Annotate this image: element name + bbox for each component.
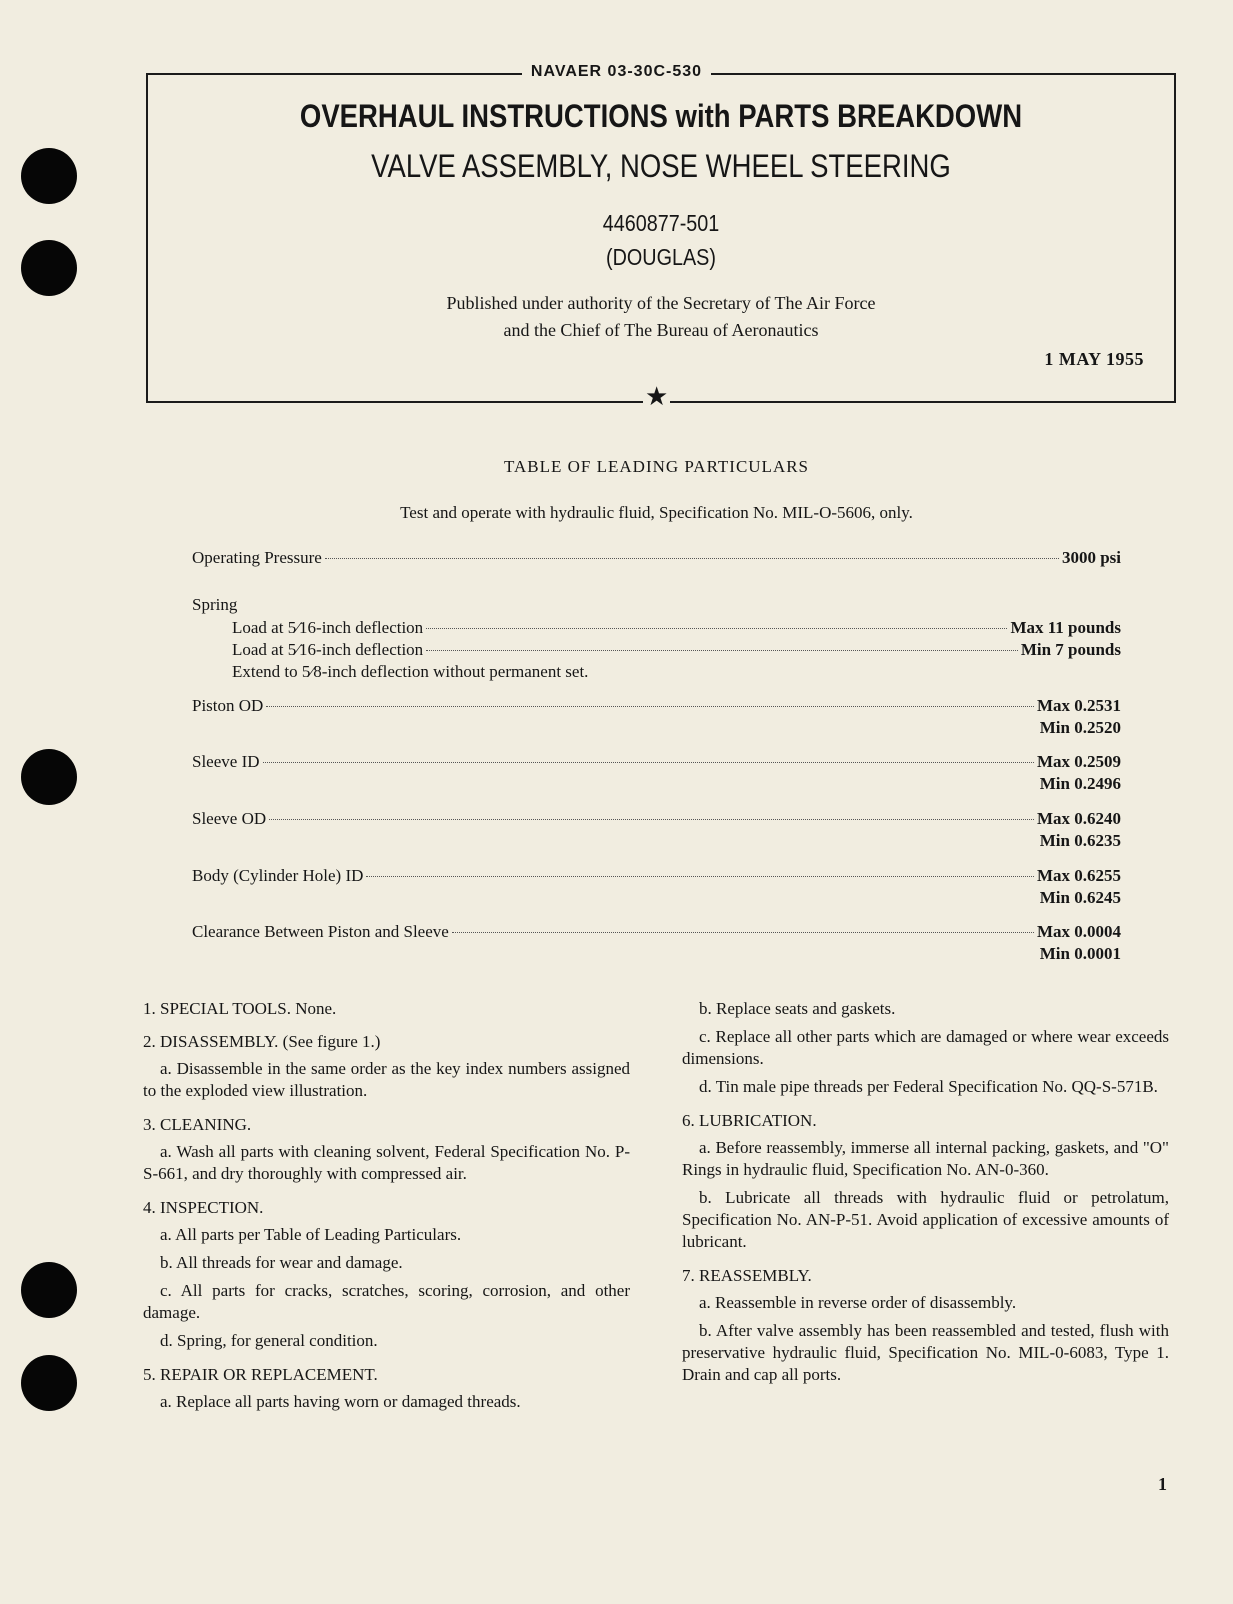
row-label: Load at 5⁄16-inch deflection	[232, 640, 424, 659]
leader-dots	[266, 706, 1034, 707]
part-number: 4460877-501	[602, 210, 720, 236]
leader-dots	[325, 558, 1059, 559]
manufacturer: (DOUGLAS)	[606, 244, 716, 270]
body-id-min: Min 0.6245	[1039, 888, 1121, 907]
row-label: Load at 5⁄16-inch deflection	[232, 618, 424, 637]
binder-hole	[21, 240, 77, 296]
section-heading: 7. REASSEMBLY.	[682, 1266, 812, 1285]
piston-od-row	[192, 696, 1121, 716]
section-heading: 5. REPAIR OR REPLACEMENT.	[143, 1365, 378, 1384]
right-column	[682, 998, 1169, 1392]
authority-line-2: and the Chief of The Bureau of Aeronautics	[503, 320, 819, 340]
row-max-value: Max 0.2509	[1036, 752, 1121, 771]
row-value: Min 7 pounds	[1020, 640, 1121, 659]
publication-date: 1 MAY 1955	[1044, 349, 1144, 369]
section-paragraph: b. Replace seats and gaskets.	[699, 999, 896, 1018]
section-paragraph: d. Tin male pipe threads per Federal Specification No. QQ-S-571B.	[699, 1077, 1158, 1096]
doc-number: NAVAER 03-30C-530	[0, 63, 1233, 81]
section-paragraph: a. Disassemble in the same order as the key index numbers assigned to the exploded view illustration.	[143, 1059, 630, 1100]
row-label: Sleeve ID	[192, 752, 260, 771]
row-value: 3000 psi	[1061, 548, 1121, 567]
leader-dots	[263, 762, 1034, 763]
document-title: OVERHAUL INSTRUCTIONS with PARTS BREAKDOWN	[299, 98, 1023, 134]
section-paragraph: d. Spring, for general condition.	[160, 1331, 378, 1350]
section-paragraph: c. Replace all other parts which are damaged or where wear exceeds dimensions.	[682, 1027, 1169, 1068]
table-title: TABLE OF LEADING PARTICULARS	[503, 457, 810, 476]
sleeve-id-row	[192, 752, 1121, 772]
document-subtitle: VALVE ASSEMBLY, NOSE WHEEL STEERING	[371, 148, 951, 184]
section-paragraph: a. Reassemble in reverse order of disassembly.	[699, 1293, 1017, 1312]
clearance-row	[192, 922, 1121, 942]
page-number: 1	[1158, 1474, 1167, 1494]
piston-od-min: Min 0.2520	[1039, 718, 1121, 737]
spring-label: Spring	[192, 595, 238, 614]
spring-extend-note: Extend to 5⁄8-inch deflection without permanent set.	[232, 662, 589, 681]
section-heading: 2. DISASSEMBLY. (See figure 1.)	[143, 1032, 381, 1051]
binder-hole	[21, 1355, 77, 1411]
section-paragraph: c. All parts for cracks, scratches, scoring, corrosion, and other damage.	[143, 1281, 630, 1322]
leader-dots	[426, 650, 1018, 651]
authority-line-1: Published under authority of the Secretary of The Air Force	[446, 293, 876, 313]
sleeve-od-row	[192, 809, 1121, 829]
clearance-min: Min 0.0001	[1039, 944, 1121, 963]
body-id-row	[192, 866, 1121, 886]
section-heading: 6. LUBRICATION.	[682, 1111, 817, 1130]
sleeve-od-min: Min 0.6235	[1039, 831, 1121, 850]
spring-load-max-row	[232, 618, 1121, 638]
leader-dots	[452, 932, 1034, 933]
leader-dots	[269, 819, 1034, 820]
row-label: Operating Pressure	[192, 548, 322, 567]
section-heading: 1. SPECIAL TOOLS. None.	[143, 999, 337, 1018]
sleeve-id-min: Min 0.2496	[1039, 774, 1121, 793]
section-paragraph: b. All threads for wear and damage.	[160, 1253, 403, 1272]
spring-load-min-row	[232, 640, 1121, 660]
row-max-value: Max 0.6255	[1036, 866, 1121, 885]
row-label: Body (Cylinder Hole) ID	[192, 866, 364, 885]
binder-hole	[21, 1262, 77, 1318]
section-paragraph: a. Before reassembly, immerse all internal packing, gaskets, and "O" Rings in hydraulic fluid, Specification No. AN-0-360.	[682, 1138, 1169, 1179]
leader-dots	[426, 628, 1007, 629]
row-max-value: Max 0.0004	[1036, 922, 1121, 941]
row-label: Sleeve OD	[192, 809, 267, 828]
section-paragraph: a. All parts per Table of Leading Particulars.	[160, 1225, 462, 1244]
table-note: Test and operate with hydraulic fluid, Specification No. MIL-O-5606, only.	[400, 503, 913, 522]
section-paragraph: a. Replace all parts having worn or damaged threads.	[160, 1392, 521, 1411]
left-column	[143, 998, 630, 1419]
section-paragraph: b. Lubricate all threads with hydraulic fluid or petrolatum, Specification No. AN-P-51. Avoid application of excessive amounts of lubricant.	[682, 1188, 1169, 1251]
operating-pressure-row	[192, 548, 1121, 568]
row-max-value: Max 0.2531	[1036, 696, 1121, 715]
star-icon: ★	[645, 382, 669, 412]
leader-dots	[366, 876, 1034, 877]
section-paragraph: a. Wash all parts with cleaning solvent, Federal Specification No. P-S-661, and dry thoroughly with compressed air.	[143, 1142, 630, 1183]
row-label: Clearance Between Piston and Sleeve	[192, 922, 449, 941]
section-heading: 4. INSPECTION.	[143, 1198, 264, 1217]
binder-hole	[21, 749, 77, 805]
row-value: Max 11 pounds	[1010, 618, 1121, 637]
binder-hole	[21, 148, 77, 204]
section-heading: 3. CLEANING.	[143, 1115, 252, 1134]
section-paragraph: b. After valve assembly has been reassembled and tested, flush with preservative hydraulic fluid, Specification No. MIL-0-6083, Type 1. Drain and cap all ports.	[682, 1321, 1169, 1384]
row-label: Piston OD	[192, 696, 264, 715]
row-max-value: Max 0.6240	[1036, 809, 1121, 828]
